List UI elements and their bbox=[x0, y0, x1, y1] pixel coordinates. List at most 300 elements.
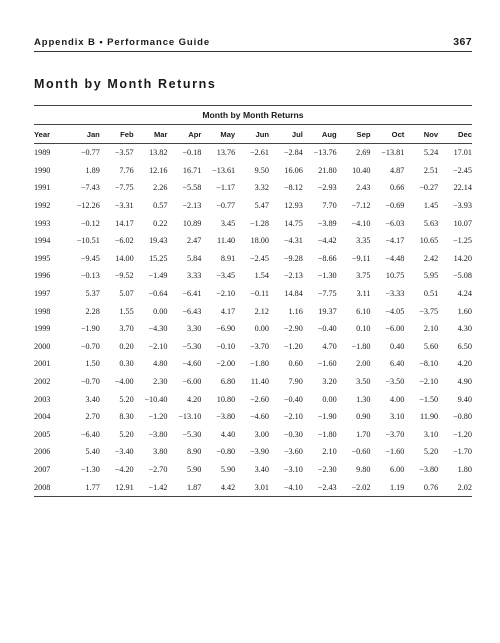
return-cell: −4.31 bbox=[283, 236, 303, 246]
return-cell: −0.13 bbox=[80, 271, 100, 281]
return-cell: −1.80 bbox=[250, 359, 269, 369]
return-cell: 7.76 bbox=[119, 165, 134, 175]
return-cell: 1.55 bbox=[119, 306, 134, 316]
return-cell: −3.93 bbox=[453, 201, 472, 211]
page-number: 367 bbox=[453, 36, 472, 48]
return-cell: −2.61 bbox=[250, 148, 269, 158]
return-cell: −7.43 bbox=[80, 183, 100, 193]
return-cell: 12.93 bbox=[284, 201, 303, 211]
return-cell: 14.17 bbox=[115, 218, 134, 228]
return-cell: −10.51 bbox=[76, 236, 100, 246]
return-cell: 9.50 bbox=[254, 165, 269, 175]
table-row bbox=[34, 285, 472, 303]
return-cell: −4.30 bbox=[148, 324, 168, 334]
column-header: Mar bbox=[153, 129, 168, 139]
return-cell: 11.40 bbox=[217, 236, 236, 246]
return-cell: 4.40 bbox=[220, 429, 236, 439]
return-cell: −2.43 bbox=[317, 482, 337, 492]
return-cell: −1.70 bbox=[453, 447, 472, 457]
return-cell: −5.30 bbox=[182, 341, 202, 351]
column-header: Feb bbox=[120, 129, 134, 139]
return-cell: −2.10 bbox=[148, 341, 168, 351]
table-row bbox=[34, 162, 472, 180]
return-cell: 14.75 bbox=[284, 218, 303, 228]
table-row bbox=[34, 214, 472, 232]
table-row bbox=[34, 355, 472, 373]
return-cell: 2.12 bbox=[254, 306, 269, 316]
return-cell: −7.12 bbox=[351, 201, 371, 211]
return-cell: −3.70 bbox=[250, 341, 269, 351]
year-cell: 2008 bbox=[34, 482, 51, 492]
return-cell: −0.77 bbox=[216, 201, 236, 211]
return-cell: −2.84 bbox=[283, 148, 303, 158]
return-cell: 21.80 bbox=[318, 165, 337, 175]
return-cell: −7.75 bbox=[114, 183, 134, 193]
return-cell: −8.66 bbox=[317, 253, 337, 263]
year-cell: 2007 bbox=[34, 464, 51, 474]
return-cell: −6.90 bbox=[216, 324, 236, 334]
return-cell: 0.00 bbox=[153, 306, 168, 316]
return-cell: −2.90 bbox=[283, 324, 303, 334]
return-cell: 5.60 bbox=[423, 341, 439, 351]
column-header: Oct bbox=[391, 129, 405, 139]
return-cell: −2.45 bbox=[250, 253, 269, 263]
return-cell: 4.20 bbox=[187, 394, 202, 404]
return-cell: 2.26 bbox=[153, 183, 168, 193]
return-cell: 5.07 bbox=[119, 289, 134, 299]
return-cell: 11.90 bbox=[420, 412, 439, 422]
return-cell: −1.30 bbox=[80, 464, 100, 474]
return-cell: 9.40 bbox=[457, 394, 472, 404]
return-cell: 1.89 bbox=[85, 165, 100, 175]
return-cell: −2.00 bbox=[216, 359, 236, 369]
table-row bbox=[34, 144, 472, 162]
return-cell: −2.45 bbox=[453, 165, 472, 175]
return-cell: 4.17 bbox=[220, 306, 236, 316]
return-cell: 1.45 bbox=[423, 201, 439, 211]
year-cell: 1993 bbox=[34, 218, 51, 228]
return-cell: 2.10 bbox=[423, 324, 439, 334]
return-cell: 10.75 bbox=[385, 271, 405, 281]
return-cell: 19.37 bbox=[318, 306, 337, 316]
return-cell: 4.20 bbox=[457, 359, 472, 369]
return-cell: 5.20 bbox=[423, 447, 439, 457]
return-cell: 4.00 bbox=[390, 394, 405, 404]
return-cell: −6.43 bbox=[182, 306, 202, 316]
return-cell: 22.14 bbox=[453, 183, 472, 193]
return-cell: −2.93 bbox=[317, 183, 337, 193]
return-cell: −8.10 bbox=[419, 359, 439, 369]
return-cell: 0.40 bbox=[390, 341, 405, 351]
return-cell: 19.43 bbox=[149, 236, 168, 246]
column-header: Jun bbox=[255, 129, 269, 139]
return-cell: −1.20 bbox=[453, 429, 472, 439]
return-cell: 3.32 bbox=[254, 183, 269, 193]
return-cell: −2.30 bbox=[317, 464, 337, 474]
header-rule bbox=[34, 51, 472, 52]
table-row bbox=[34, 232, 472, 250]
return-cell: −0.70 bbox=[80, 341, 100, 351]
return-cell: −3.70 bbox=[385, 429, 405, 439]
return-cell: −0.80 bbox=[216, 447, 236, 457]
return-cell: −5.08 bbox=[453, 271, 472, 281]
return-cell: 4.30 bbox=[457, 324, 472, 334]
return-cell: 1.30 bbox=[356, 394, 371, 404]
year-cell: 1997 bbox=[34, 289, 51, 299]
return-cell: 9.80 bbox=[356, 464, 371, 474]
return-cell: 4.70 bbox=[322, 341, 337, 351]
return-cell: 7.90 bbox=[288, 377, 303, 387]
return-cell: 2.43 bbox=[356, 183, 371, 193]
return-cell: 4.80 bbox=[153, 359, 168, 369]
year-cell: 2003 bbox=[34, 394, 51, 404]
return-cell: 6.50 bbox=[457, 341, 472, 351]
return-cell: −4.10 bbox=[283, 482, 303, 492]
return-cell: 8.30 bbox=[119, 412, 134, 422]
return-cell: −6.02 bbox=[114, 236, 134, 246]
return-cell: −3.60 bbox=[283, 447, 303, 457]
return-cell: −1.80 bbox=[351, 341, 371, 351]
return-cell: −4.10 bbox=[351, 218, 371, 228]
return-cell: 7.70 bbox=[322, 201, 337, 211]
table-row bbox=[34, 443, 472, 461]
return-cell: 2.00 bbox=[356, 359, 371, 369]
return-cell: 10.89 bbox=[182, 218, 202, 228]
table-row bbox=[34, 390, 472, 408]
return-cell: 3.00 bbox=[254, 429, 269, 439]
return-cell: 1.54 bbox=[254, 271, 269, 281]
return-cell: −1.20 bbox=[148, 412, 168, 422]
return-cell: 5.84 bbox=[187, 253, 202, 263]
return-cell: 4.42 bbox=[220, 482, 236, 492]
year-cell: 2005 bbox=[34, 429, 51, 439]
return-cell: 5.47 bbox=[254, 201, 269, 211]
return-cell: −0.80 bbox=[453, 412, 472, 422]
return-cell: −2.13 bbox=[182, 201, 202, 211]
return-cell: −0.30 bbox=[283, 429, 303, 439]
return-cell: 6.00 bbox=[390, 464, 405, 474]
return-cell: 3.33 bbox=[187, 271, 202, 281]
return-cell: −0.77 bbox=[80, 148, 100, 158]
return-cell: 1.77 bbox=[85, 482, 100, 492]
table-row bbox=[34, 179, 472, 197]
return-cell: −12.26 bbox=[76, 201, 100, 211]
return-cell: −0.64 bbox=[148, 289, 168, 299]
year-cell: 1990 bbox=[34, 165, 51, 175]
return-cell: −4.00 bbox=[114, 377, 134, 387]
return-cell: −1.90 bbox=[80, 324, 100, 334]
table-header-row bbox=[34, 125, 472, 144]
table-caption: Month by Month Returns bbox=[202, 110, 304, 120]
return-cell: 2.70 bbox=[85, 412, 100, 422]
return-cell: −6.41 bbox=[182, 289, 202, 299]
return-cell: 13.76 bbox=[216, 148, 236, 158]
return-cell: −4.05 bbox=[385, 306, 405, 316]
table-row bbox=[34, 408, 472, 426]
return-cell: −2.10 bbox=[283, 412, 303, 422]
return-cell: −1.50 bbox=[419, 394, 439, 404]
column-header: Jul bbox=[291, 129, 303, 139]
return-cell: −0.11 bbox=[250, 289, 269, 299]
return-cell: −3.80 bbox=[419, 464, 439, 474]
return-cell: 3.10 bbox=[423, 429, 439, 439]
return-cell: −2.70 bbox=[148, 464, 168, 474]
return-cell: −1.28 bbox=[250, 218, 269, 228]
return-cell: 14.00 bbox=[115, 253, 134, 263]
return-cell: 2.30 bbox=[153, 377, 168, 387]
return-cell: 12.16 bbox=[149, 165, 168, 175]
return-cell: −2.10 bbox=[419, 377, 439, 387]
return-cell: 2.10 bbox=[322, 447, 337, 457]
return-cell: 3.35 bbox=[356, 236, 371, 246]
table-body bbox=[34, 144, 472, 497]
return-cell: 0.10 bbox=[356, 324, 371, 334]
return-cell: 12.91 bbox=[115, 482, 134, 492]
return-cell: −0.70 bbox=[80, 377, 100, 387]
return-cell: −4.20 bbox=[114, 464, 134, 474]
return-cell: −1.25 bbox=[453, 236, 472, 246]
return-cell: 0.20 bbox=[119, 341, 134, 351]
running-head-text: Appendix B • Performance Guide bbox=[34, 36, 211, 48]
running-head bbox=[34, 34, 472, 50]
return-cell: −13.10 bbox=[178, 412, 202, 422]
return-cell: 4.90 bbox=[457, 377, 472, 387]
return-cell: −1.49 bbox=[148, 271, 168, 281]
table-row bbox=[34, 302, 472, 320]
year-cell: 1995 bbox=[34, 253, 51, 263]
return-cell: 0.60 bbox=[288, 359, 303, 369]
return-cell: −0.27 bbox=[419, 183, 439, 193]
return-cell: 3.75 bbox=[356, 271, 371, 281]
return-cell: −5.58 bbox=[182, 183, 202, 193]
year-cell: 1994 bbox=[34, 236, 51, 246]
return-cell: −0.40 bbox=[317, 324, 337, 334]
year-cell: 2001 bbox=[34, 359, 51, 369]
return-cell: −1.42 bbox=[148, 482, 168, 492]
return-cell: −1.60 bbox=[385, 447, 405, 457]
return-cell: 5.90 bbox=[187, 464, 202, 474]
return-cell: 3.01 bbox=[254, 482, 269, 492]
return-cell: 17.01 bbox=[453, 148, 472, 158]
return-cell: 0.22 bbox=[153, 218, 168, 228]
return-cell: 15.25 bbox=[149, 253, 168, 263]
return-cell: 0.57 bbox=[153, 201, 168, 211]
return-cell: −6.40 bbox=[80, 429, 100, 439]
return-cell: −3.90 bbox=[250, 447, 269, 457]
table-row bbox=[34, 267, 472, 285]
return-cell: −1.60 bbox=[317, 359, 337, 369]
return-cell: −13.76 bbox=[313, 148, 337, 158]
return-cell: −4.42 bbox=[317, 236, 337, 246]
return-cell: 18.00 bbox=[250, 236, 269, 246]
return-cell: 2.42 bbox=[423, 253, 439, 263]
column-header: May bbox=[220, 129, 236, 139]
return-cell: 5.63 bbox=[423, 218, 439, 228]
return-cell: −8.12 bbox=[283, 183, 303, 193]
return-cell: −13.81 bbox=[381, 148, 405, 158]
return-cell: 5.24 bbox=[423, 148, 439, 158]
return-cell: 1.70 bbox=[356, 429, 371, 439]
return-cell: −13.61 bbox=[212, 165, 236, 175]
return-cell: −2.13 bbox=[283, 271, 303, 281]
return-cell: −3.10 bbox=[283, 464, 303, 474]
return-cell: 10.80 bbox=[216, 394, 236, 404]
return-cell: 3.45 bbox=[220, 218, 236, 228]
year-cell: 1989 bbox=[34, 148, 51, 158]
return-cell: 10.07 bbox=[453, 218, 472, 228]
return-cell: 8.90 bbox=[187, 447, 202, 457]
return-cell: 1.19 bbox=[390, 482, 405, 492]
return-cell: 3.30 bbox=[187, 324, 202, 334]
return-cell: 1.87 bbox=[187, 482, 202, 492]
return-cell: −4.60 bbox=[250, 412, 269, 422]
return-cell: −2.60 bbox=[250, 394, 269, 404]
return-cell: −3.31 bbox=[114, 201, 134, 211]
return-cell: −3.45 bbox=[216, 271, 236, 281]
table-row bbox=[34, 250, 472, 268]
return-cell: 6.10 bbox=[356, 306, 371, 316]
year-cell: 1992 bbox=[34, 201, 51, 211]
return-cell: 14.20 bbox=[453, 253, 472, 263]
return-cell: 0.00 bbox=[254, 324, 269, 334]
return-cell: −3.33 bbox=[385, 289, 405, 299]
return-cell: 3.50 bbox=[356, 377, 371, 387]
return-cell: −1.90 bbox=[317, 412, 337, 422]
return-cell: −4.17 bbox=[385, 236, 405, 246]
return-cell: 11.40 bbox=[250, 377, 269, 387]
return-cell: 0.51 bbox=[423, 289, 439, 299]
return-cell: −6.00 bbox=[182, 377, 202, 387]
return-cell: 2.51 bbox=[423, 165, 439, 175]
return-cell: −5.30 bbox=[182, 429, 202, 439]
year-cell: 1998 bbox=[34, 306, 51, 316]
return-cell: 0.00 bbox=[322, 394, 337, 404]
return-cell: −3.50 bbox=[385, 377, 405, 387]
return-cell: −2.10 bbox=[216, 289, 236, 299]
column-header: Aug bbox=[321, 129, 337, 139]
return-cell: 1.60 bbox=[457, 306, 472, 316]
return-cell: −1.17 bbox=[216, 183, 236, 193]
return-cell: −1.30 bbox=[317, 271, 337, 281]
return-cell: 1.50 bbox=[85, 359, 100, 369]
return-cell: 10.65 bbox=[419, 236, 439, 246]
return-cell: 5.20 bbox=[119, 429, 134, 439]
return-cell: −3.40 bbox=[114, 447, 134, 457]
section-title: Month by Month Returns bbox=[34, 77, 217, 91]
column-header: Apr bbox=[188, 129, 202, 139]
return-cell: 4.24 bbox=[457, 289, 472, 299]
return-cell: −9.28 bbox=[283, 253, 303, 263]
year-cell: 2006 bbox=[34, 447, 51, 457]
return-cell: 0.66 bbox=[390, 183, 405, 193]
table-row bbox=[34, 338, 472, 356]
table-row bbox=[34, 373, 472, 391]
table-row bbox=[34, 197, 472, 215]
column-header: Year bbox=[34, 129, 51, 139]
return-cell: −3.57 bbox=[114, 148, 134, 158]
return-cell: −0.69 bbox=[385, 201, 405, 211]
return-cell: 2.69 bbox=[356, 148, 371, 158]
return-cell: −1.20 bbox=[283, 341, 303, 351]
return-cell: −0.18 bbox=[182, 148, 202, 158]
return-cell: −2.02 bbox=[351, 482, 371, 492]
return-cell: 1.80 bbox=[457, 464, 472, 474]
return-cell: 5.20 bbox=[119, 394, 134, 404]
year-cell: 1991 bbox=[34, 183, 51, 193]
return-cell: −3.89 bbox=[317, 218, 337, 228]
return-cell: 0.30 bbox=[119, 359, 134, 369]
year-cell: 2000 bbox=[34, 341, 51, 351]
return-cell: −0.40 bbox=[283, 394, 303, 404]
return-cell: 3.20 bbox=[322, 377, 337, 387]
return-cell: 3.10 bbox=[390, 412, 405, 422]
return-cell: 8.91 bbox=[220, 253, 236, 263]
returns-table bbox=[34, 105, 472, 497]
return-cell: −9.45 bbox=[80, 253, 100, 263]
return-cell: 3.40 bbox=[254, 464, 269, 474]
column-header: Jan bbox=[86, 129, 100, 139]
return-cell: 1.16 bbox=[288, 306, 303, 316]
table-row bbox=[34, 320, 472, 338]
column-header: Nov bbox=[423, 129, 439, 139]
return-cell: 3.70 bbox=[119, 324, 134, 334]
return-cell: 3.80 bbox=[153, 447, 168, 457]
table-row bbox=[34, 426, 472, 444]
return-cell: 14.84 bbox=[284, 289, 303, 299]
return-cell: −3.80 bbox=[148, 429, 168, 439]
column-header: Dec bbox=[458, 129, 472, 139]
return-cell: 6.40 bbox=[390, 359, 405, 369]
table-row bbox=[34, 461, 472, 479]
year-cell: 2004 bbox=[34, 412, 51, 422]
return-cell: 16.71 bbox=[182, 165, 202, 175]
year-cell: 1999 bbox=[34, 324, 51, 334]
column-header: Sep bbox=[356, 129, 371, 139]
return-cell: 10.40 bbox=[352, 165, 371, 175]
return-cell: −4.60 bbox=[182, 359, 202, 369]
return-cell: −0.12 bbox=[80, 218, 100, 228]
return-cell: −3.80 bbox=[216, 412, 236, 422]
return-cell: 0.90 bbox=[356, 412, 371, 422]
return-cell: 5.37 bbox=[85, 289, 100, 299]
return-cell: −0.60 bbox=[351, 447, 371, 457]
return-cell: −4.48 bbox=[385, 253, 405, 263]
return-cell: −9.52 bbox=[114, 271, 134, 281]
return-cell: 3.40 bbox=[85, 394, 100, 404]
return-cell: 6.80 bbox=[220, 377, 236, 387]
table-row bbox=[34, 478, 472, 497]
return-cell: −6.03 bbox=[385, 218, 405, 228]
return-cell: −0.10 bbox=[216, 341, 236, 351]
return-cell: 0.76 bbox=[423, 482, 439, 492]
return-cell: 16.06 bbox=[284, 165, 303, 175]
return-cell: −10.40 bbox=[144, 394, 168, 404]
return-cell: 5.40 bbox=[85, 447, 100, 457]
return-cell: 2.28 bbox=[85, 306, 100, 316]
return-cell: −1.80 bbox=[317, 429, 337, 439]
return-cell: 3.11 bbox=[356, 289, 371, 299]
year-cell: 2002 bbox=[34, 377, 51, 387]
return-cell: 2.02 bbox=[457, 482, 472, 492]
return-cell: 4.87 bbox=[390, 165, 405, 175]
return-cell: 2.47 bbox=[187, 236, 202, 246]
return-cell: −9.11 bbox=[351, 253, 371, 263]
year-cell: 1996 bbox=[34, 271, 51, 281]
return-cell: −3.75 bbox=[419, 306, 439, 316]
return-cell: −6.00 bbox=[385, 324, 405, 334]
return-cell: 13.82 bbox=[149, 148, 168, 158]
return-cell: 5.95 bbox=[423, 271, 439, 281]
